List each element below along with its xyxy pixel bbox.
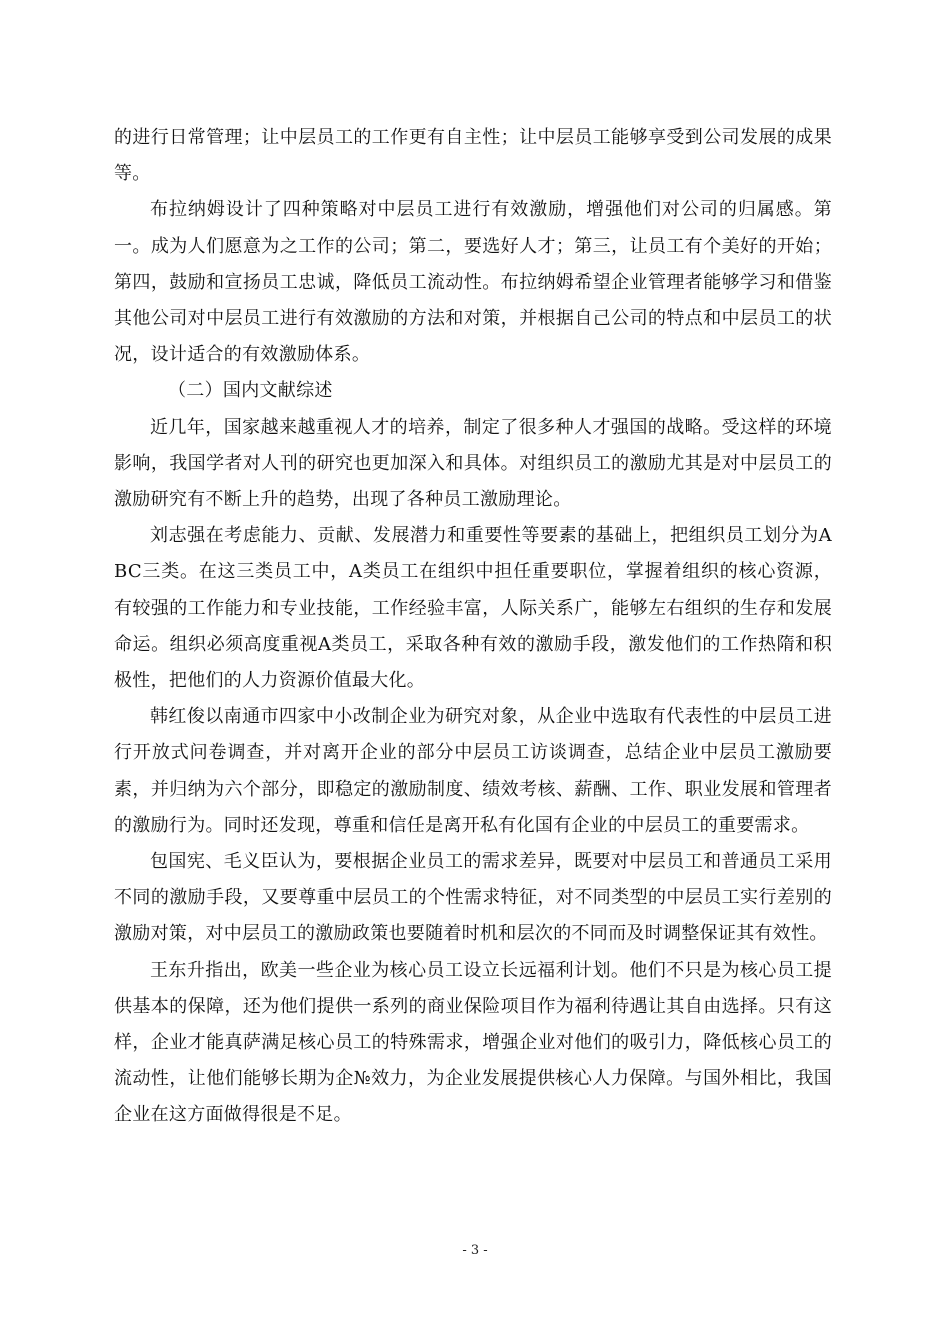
paragraph-liu-zhiqiang: 刘志强在考虑能力、贡献、发展潜力和重要性等要素的基础上，把组织员工划分为ABC三类。在这三类员工中，A类员工在组织中担任重要职位，掌握着组织的核心资源，有较强的工作能力和专业技能，工作经验丰富，人际关系广，能够左右组织的生存和发展命运。组织必须高度重视A类员工，采取各种有效的激励手段，激发他们的工作热隋和积极性，把他们的人力资源价值最大化。 [114, 525, 832, 692]
paragraph-branham-strategies: 布拉纳姆设计了四种策略对中层员工进行有效激励，增强他们对公司的归属感。第一。成为人们愿意为之工作的公司；第二，要选好人才；第三，让员工有个美好的开始；第四，鼓励和宣扬员工忠诚，降低员工流动性。布拉纳姆希望企业管理者能够学习和借鉴其他公司对中层员工进行有效激励的方法和对策，并根据自己公司的特点和中层员工的状况，设计适合的有效激励体系。 [114, 199, 832, 366]
page-number: - 3 - [462, 1243, 488, 1258]
paragraph-bao-guoxian: 包国宪、毛义臣认为，要根据企业员工的需求差异，既要对中层员工和普通员工采用不同的激励手段，又要尊重中层员工的个性需求特征，对不同类型的中层员工实行差别的激励对策，对中层员工的激励政策也要随着时机和层次的不同而及时调整保证其有效性。 [114, 851, 832, 945]
section-heading-domestic-literature: （二）国内文献综述 [168, 380, 333, 402]
document-body [114, 120, 832, 1134]
paragraph-wang-dongsheng: 王东升指出，欧美一些企业为核心员工设立长远福利计划。他们不只是为核心员工提供基本的保障，还为他们提供一系列的商业保险项目作为福利待遇让其自由选择。只有这样，企业才能真萨满足核心员工的特殊需求，增强企业对他们的吸引力，降低核心员工的流动性，让他们能够长期为企№效力，为企业发展提供核心人力保障。与国外相比，我国企业在这方面做得很是不足。 [114, 959, 832, 1126]
paragraph-continuation: 的进行日常管理；让中层员工的工作更有自主性；让中层员工能够享受到公司发展的成果等。 [114, 127, 832, 185]
paragraph-han-hongjun: 韩红俊以南通市四家中小改制企业为研究对象，从企业中选取有代表性的中层员工进行开放式问卷调查，并对离开企业的部分中层员工访谈调查，总结企业中层员工激励要素，并归纳为六个部分，即稳定的激励制度、绩效考核、薪酬、工作、职业发展和管理者的激励行为。同时还发现，尊重和信任是离开私有化国有企业的中层员工的重要需求。 [114, 706, 832, 836]
paragraph-talent-strategy: 近几年，国家越来越重视人才的培养，制定了很多种人才强国的战略。受这样的环境影响，我国学者对人刊的研究也更加深入和具体。对组织员工的激励尤其是对中层员工的激励研究有不断上升的趋势，出现了各种员工激励理论。 [114, 416, 832, 511]
